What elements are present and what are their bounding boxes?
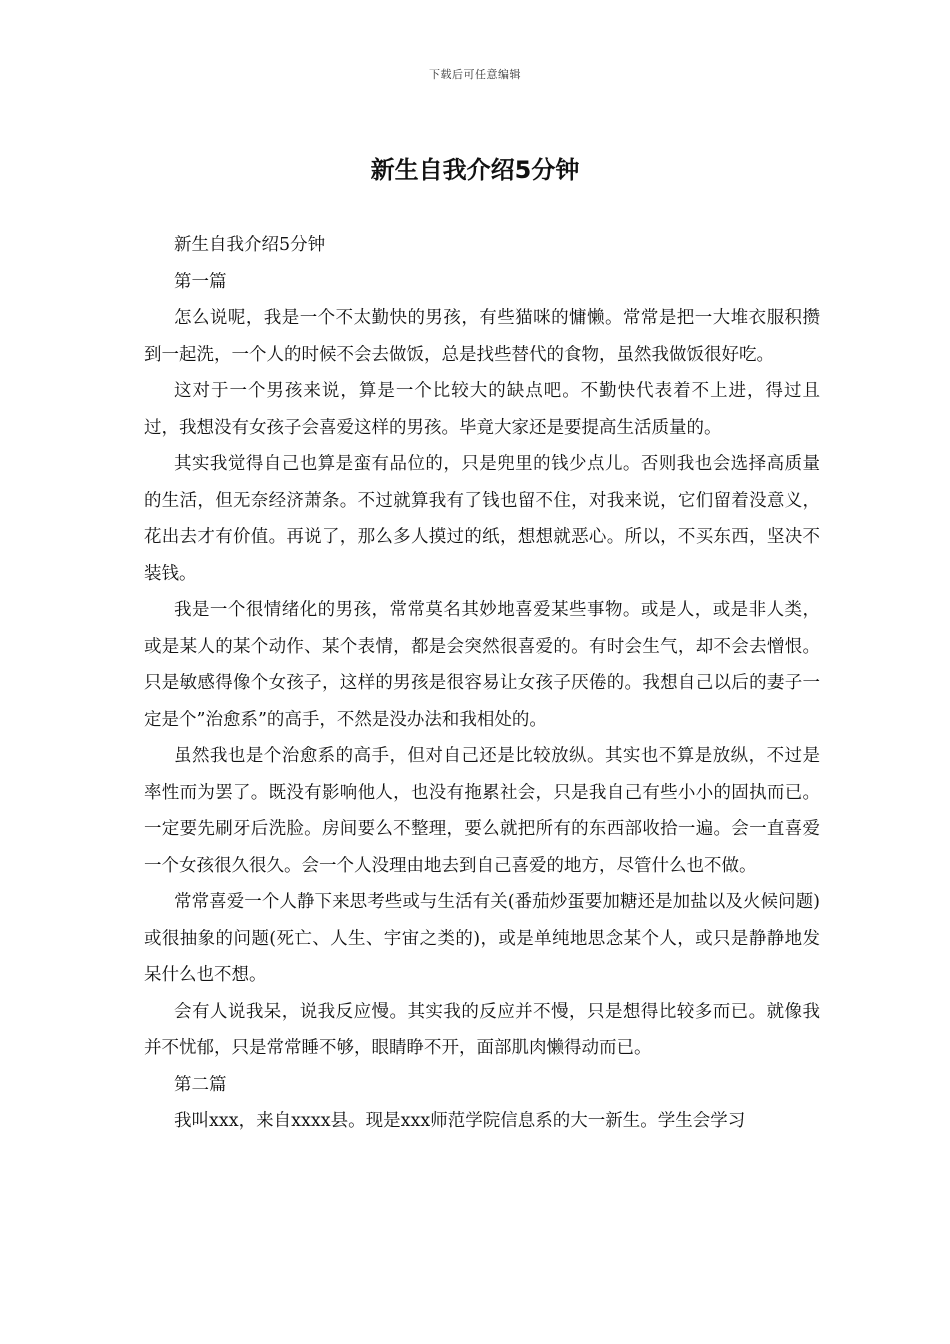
paragraph: 怎么说呢，我是一个不太勤快的男孩，有些猫咪的慵懒。常常是把一大堆衣服积攒到一起洗，一个人的时候不会去做饭，总是找些替代的食物，虽然我做饭很好吃。 [144,308,820,365]
paragraph: 这对于一个男孩来说，算是一个比较大的缺点吧。不勤快代表着不上进，得过且过，我想没有女孩子会喜爱这样的男孩。毕竟大家还是要提高生活质量的。 [144,381,820,438]
subtitle-line: 新生自我介绍5分钟 [174,235,326,255]
paragraph: 我是一个很情绪化的男孩，常常莫名其妙地喜爱某些事物。或是人，或是非人类，或是某人的某个动作、某个表情，都是会突然很喜爱的。有时会生气，却不会去憎恨。只是敏感得像个女孩子，这样的男孩是很容易让女孩子厌倦的。我想自己以后的妻子一定是个”治愈系”的高手，不然是没办法和我相处的。 [144,600,820,730]
section-heading-2: 第二篇 [174,1074,227,1095]
paragraph: 我叫xxx，来自xxxx县。现是xxx师范学院信息系的大一新生。学生会学习 [174,1111,746,1131]
paragraph: 虽然我也是个治愈系的高手，但对自己还是比较放纵。其实也不算是放纵，不过是率性而为罢了。既没有影响他人，也没有拖累社会，只是我自己有些小小的固执而已。一定要先刷牙后洗脸。房间要么不整理，要么就把所有的东西部收拾一遍。会一直喜爱一个女孩很久很久。会一个人没理由地去到自己喜爱的地方，尽管什么也不做。 [144,746,820,876]
paragraph: 常常喜爱一个人静下来思考些或与生活有关(番茄炒蛋要加糖还是加盐以及火候问题)或很抽象的问题(死亡、人生、宇宙之类的)，或是单纯地思念某个人，或只是静静地发呆什么也不想。 [144,892,820,985]
section-heading-1: 第一篇 [174,271,227,292]
paragraph: 会有人说我呆，说我反应慢。其实我的反应并不慢，只是想得比较多而已。就像我并不忧郁，只是常常睡不够，眼睛睁不开，面部肌肉懒得动而已。 [144,1001,820,1058]
paragraph: 其实我觉得自己也算是蛮有品位的，只是兜里的钱少点儿。否则我也会选择高质量的生活，但无奈经济萧条。不过就算我有了钱也留不住，对我来说，它们留着没意义，花出去才有价值。再说了，那么多人摸过的纸，想想就恶心。所以，不买东西，坚决不装钱。 [144,454,820,584]
document-body [144,227,820,1140]
page-header-note: 下载后可任意编辑 [429,68,521,81]
document-title: 新生自我介绍5分钟 [370,156,580,184]
